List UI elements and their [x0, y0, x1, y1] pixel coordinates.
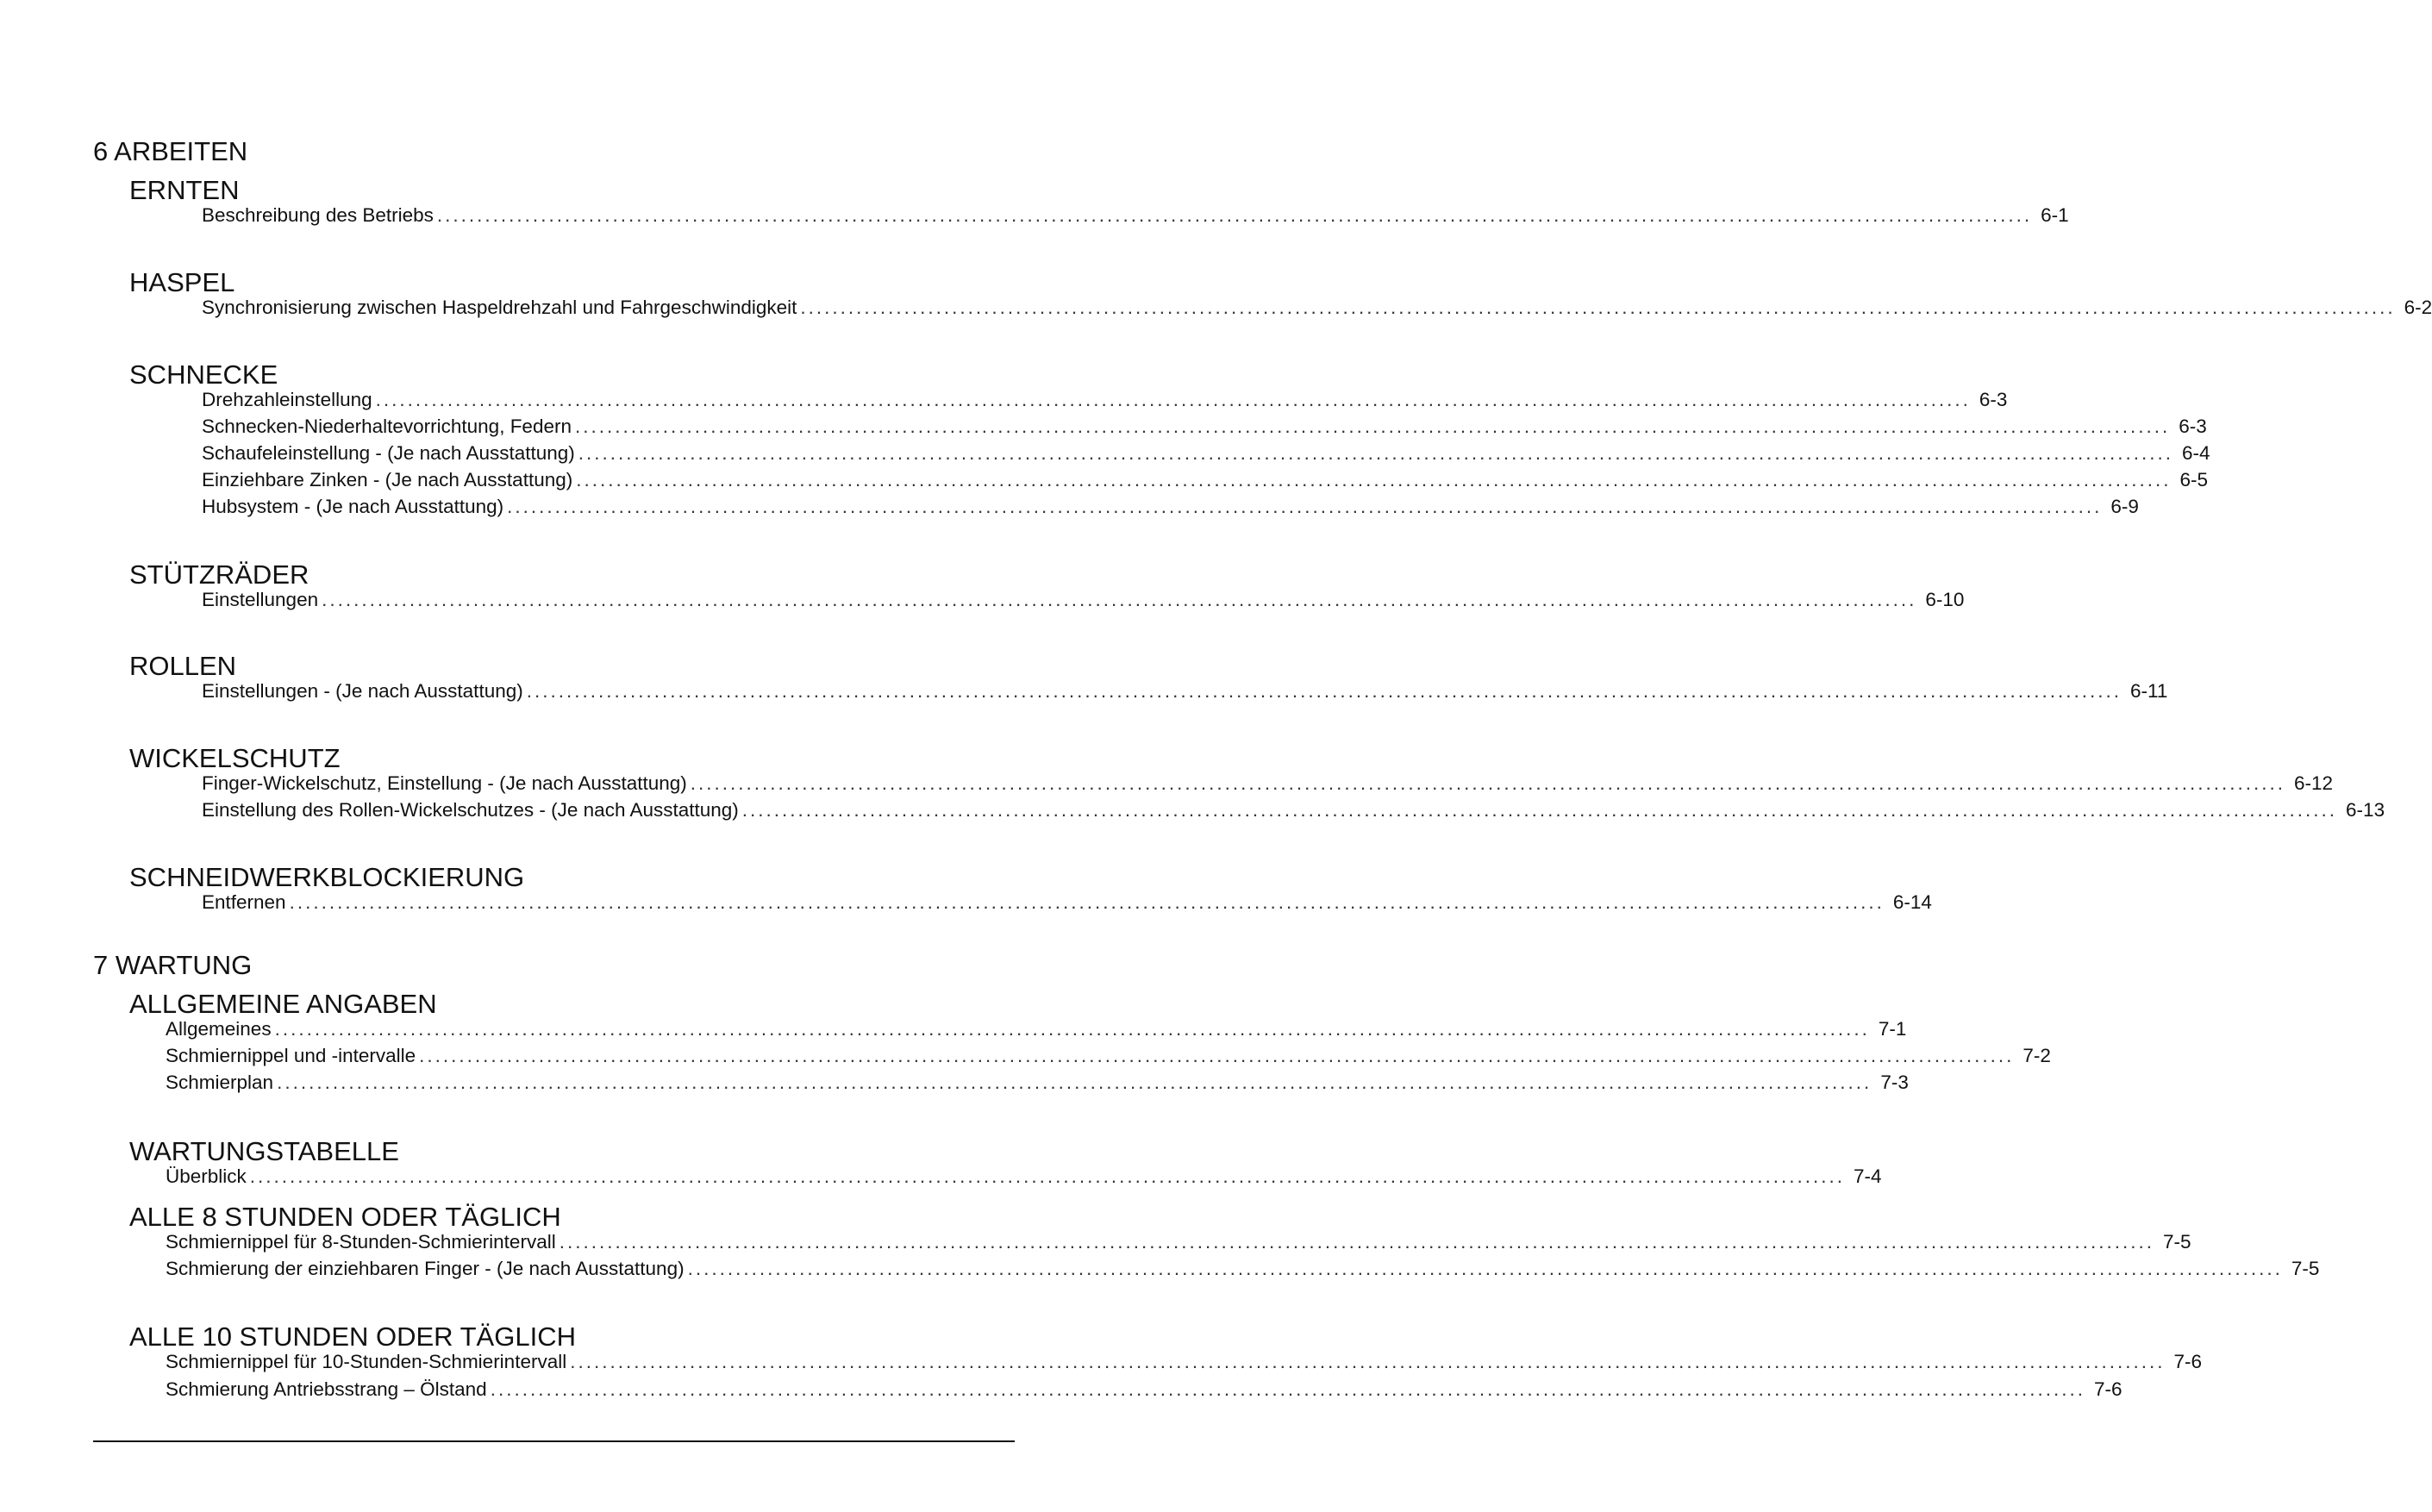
toc-entry-page: 6-1 [2041, 204, 2069, 226]
toc-entry-label: Schmierplan [166, 1072, 274, 1093]
toc-entry-page: 6-2 [2404, 297, 2432, 318]
section-heading: WICKELSCHUTZ [129, 743, 341, 773]
bottom-divider [93, 1440, 1015, 1442]
toc-entry[interactable] [202, 468, 2209, 492]
toc-entry-page: 6-4 [2182, 442, 2210, 464]
toc-entry[interactable] [202, 441, 2210, 465]
toc-entry[interactable] [166, 1378, 2123, 1402]
toc-entry-label: Beschreibung des Betriebs [202, 204, 434, 226]
toc-entry-label: Schmierung der einziehbaren Finger - (Je nach Ausstattung) [166, 1258, 685, 1279]
toc-entry-page: 7-5 [2291, 1258, 2320, 1279]
toc-entry[interactable] [166, 1017, 1907, 1041]
toc-entry[interactable] [202, 203, 2069, 228]
toc-entry-label: Allgemeines [166, 1018, 272, 1040]
dot-leader: ........................................................................................................................................................................................................ [419, 1045, 2015, 1066]
toc-entry[interactable] [202, 679, 2168, 703]
toc-entry-page: 7-6 [2173, 1351, 2202, 1372]
section-heading: ERNTEN [129, 175, 240, 205]
toc-entry[interactable] [202, 798, 2385, 822]
section-heading: WARTUNGSTABELLE [129, 1136, 399, 1166]
section-heading: SCHNEIDWERKBLOCKIERUNG [129, 862, 525, 892]
toc-entry[interactable] [166, 1257, 2320, 1281]
section-heading: ALLE 8 STUNDEN ODER TÄGLICH [129, 1202, 561, 1232]
dot-leader: ........................................................................................................................................................................................................ [277, 1072, 1872, 1093]
toc-entry-label: Schaufeleinstellung - (Je nach Ausstattung) [202, 442, 575, 464]
toc-entry[interactable] [166, 1350, 2202, 1374]
toc-entry-label: Schmiernippel für 10-Stunden-Schmierintervall [166, 1351, 567, 1372]
dot-leader: ........................................................................................................................................................................................................ [800, 297, 2396, 318]
toc-entry-label: Finger-Wickelschutz, Einstellung - (Je nach Ausstattung) [202, 772, 687, 794]
chapter-title: 7 WARTUNG [93, 950, 253, 980]
toc-entry-label: Überblick [166, 1165, 247, 1187]
dot-leader: ........................................................................................................................................................................................................ [289, 891, 1885, 913]
toc-entry-label: Einstellungen - (Je nach Ausstattung) [202, 680, 523, 702]
toc-entry-page: 7-5 [2162, 1231, 2191, 1253]
dot-leader: ........................................................................................................................................................................................................ [436, 204, 2033, 226]
dot-leader: ........................................................................................................................................................................................................ [526, 680, 2122, 702]
toc-entry-page: 6-3 [1979, 389, 2008, 410]
dot-leader: ........................................................................................................................................................................................................ [574, 415, 2171, 437]
toc-entry-page: 6-12 [2294, 772, 2334, 794]
toc-entry-page: 6-3 [2179, 415, 2207, 437]
toc-entry-page: 6-9 [2110, 496, 2139, 517]
dot-leader: ........................................................................................................................................................................................................ [249, 1165, 1846, 1187]
toc-entry-label: Schmiernippel und -intervalle [166, 1045, 416, 1066]
dot-leader: ........................................................................................................................................................................................................ [690, 772, 2285, 794]
toc-entry-label: Schnecken-Niederhaltevorrichtung, Federn [202, 415, 572, 437]
toc-entry[interactable] [202, 388, 2008, 412]
chapter-title: 6 ARBEITEN [93, 136, 248, 166]
toc-entry-page: 7-3 [1880, 1072, 1909, 1093]
section-heading: ROLLEN [129, 651, 237, 681]
dot-leader: ........................................................................................................................................................................................................ [322, 589, 1917, 610]
toc-entry[interactable] [166, 1044, 2051, 1068]
toc-entry-page: 7-1 [1878, 1018, 1907, 1040]
dot-leader: ........................................................................................................................................................................................................ [375, 389, 1971, 410]
toc-entry-page: 6-11 [2129, 680, 2168, 702]
dot-leader: ........................................................................................................................................................................................................ [507, 496, 2103, 517]
toc-entry-label: Entfernen [202, 891, 286, 913]
toc-entry[interactable] [202, 495, 2139, 519]
toc-entry-label: Schmiernippel für 8-Stunden-Schmierintervall [166, 1231, 556, 1253]
toc-entry-page: 7-4 [1854, 1165, 1882, 1187]
toc-entry[interactable] [202, 296, 2432, 320]
toc-entry[interactable] [166, 1071, 1909, 1095]
section-heading: STÜTZRÄDER [129, 559, 309, 590]
toc-entry-page: 7-2 [2022, 1045, 2051, 1066]
toc-entry-label: Drehzahleinstellung [202, 389, 372, 410]
dot-leader: ........................................................................................................................................................................................................ [576, 469, 2172, 490]
dot-leader: ........................................................................................................................................................................................................ [578, 442, 2174, 464]
toc-entry-label: Einstellung des Rollen-Wickelschutzes - (Je nach Ausstattung) [202, 799, 739, 821]
toc-entry[interactable] [166, 1165, 1882, 1189]
toc-entry-label: Einstellungen [202, 589, 319, 610]
toc-entry[interactable] [202, 415, 2207, 439]
toc-entry-page: 6-5 [2179, 469, 2209, 490]
toc-entry-label: Schmierung Antriebsstrang – Ölstand [166, 1378, 487, 1400]
toc-entry-page: 6-10 [1925, 589, 1965, 610]
dot-leader: ........................................................................................................................................................................................................ [570, 1351, 2166, 1372]
toc-entry-page: 7-6 [2093, 1378, 2123, 1400]
dot-leader: ........................................................................................................................................................................................................ [687, 1258, 2283, 1279]
toc-entry-page: 6-13 [2346, 799, 2385, 821]
dot-leader: ........................................................................................................................................................................................................ [741, 799, 2338, 821]
section-heading: ALLE 10 STUNDEN ODER TÄGLICH [129, 1321, 576, 1352]
toc-entry-label: Einziehbare Zinken - (Je nach Ausstattung) [202, 469, 573, 490]
toc-entry[interactable] [202, 772, 2334, 796]
toc-entry-label: Synchronisierung zwischen Haspeldrehzahl und Fahrgeschwindigkeit [202, 297, 797, 318]
toc-entry[interactable] [202, 588, 1965, 612]
toc-entry[interactable] [166, 1230, 2191, 1254]
dot-leader: ........................................................................................................................................................................................................ [490, 1378, 2085, 1400]
toc-entry-label: Hubsystem - (Je nach Ausstattung) [202, 496, 504, 517]
dot-leader: ........................................................................................................................................................................................................ [274, 1018, 1870, 1040]
section-heading: HASPEL [129, 267, 235, 297]
toc-entry[interactable] [202, 890, 1932, 915]
dot-leader: ........................................................................................................................................................................................................ [559, 1231, 2154, 1253]
section-heading: SCHNECKE [129, 359, 278, 390]
section-heading: ALLGEMEINE ANGABEN [129, 989, 437, 1019]
toc-entry-page: 6-14 [1892, 891, 1932, 913]
